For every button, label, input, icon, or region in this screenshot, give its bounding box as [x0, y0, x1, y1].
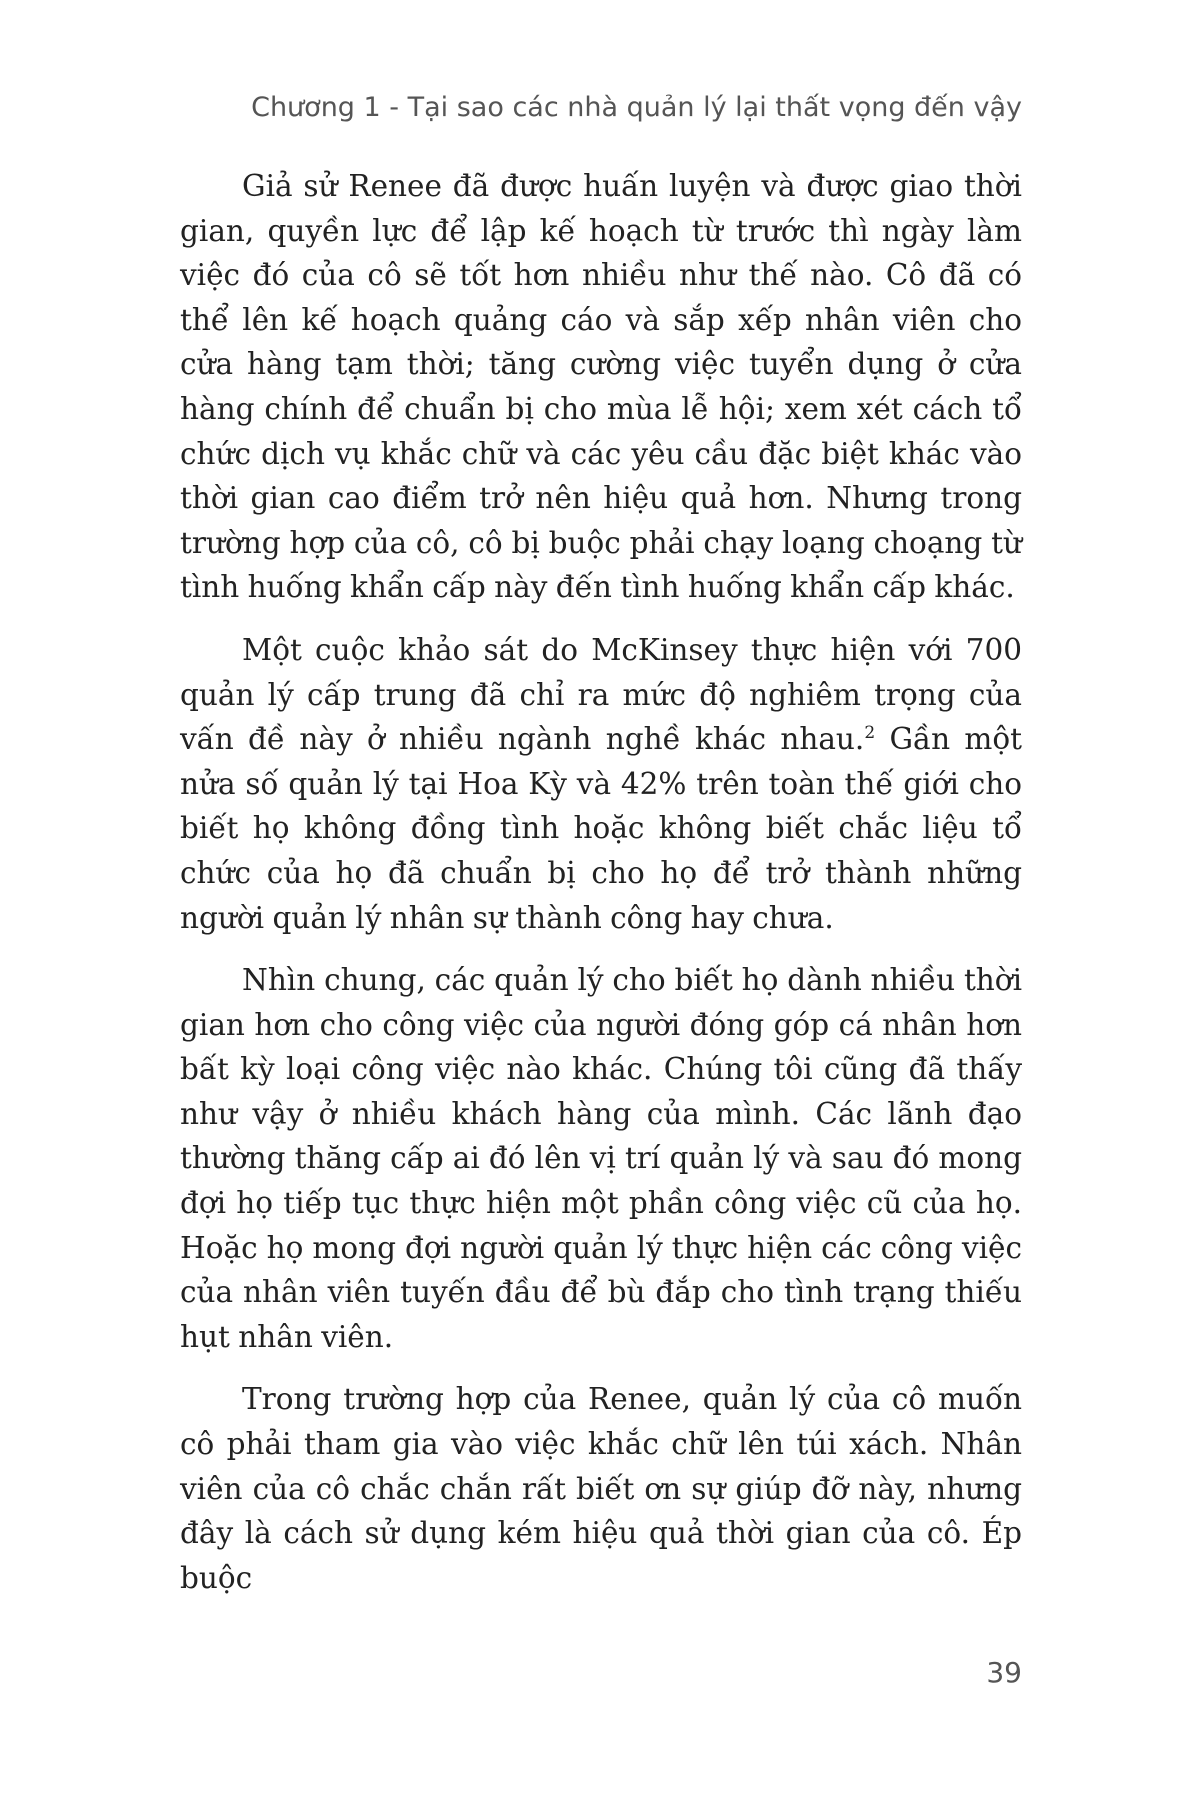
footnote-reference: 2 — [864, 723, 876, 744]
paragraph-mckinsey-survey — [180, 628, 1022, 940]
paragraph-text-before-note: Một cuộc khảo sát do McKinsey thực hiện với 700 quản lý cấp trung đã chỉ ra mức độ nghiêm trọng của vấn đề này ở nhiều ngành nghề khác nhau. — [180, 632, 1022, 757]
body-text — [180, 164, 1022, 1618]
paragraph-renee-planning: Giả sử Renee đã được huấn luyện và được giao thời gian, quyền lực để lập kế hoạch từ trước thì ngày làm việc đó của cô sẽ tốt hơn nhiều như thế nào. Cô đã có thể lên kế hoạch quảng cáo và sắp xếp nhân viên cho cửa hàng tạm thời; tăng cường việc tuyển dụng ở cửa hàng chính để chuẩn bị cho mùa lễ hội; xem xét cách tổ chức dịch vụ khắc chữ và các yêu cầu đặc biệt khác vào thời gian cao điểm trở nên hiệu quả hơn. Nhưng trong trường hợp của cô, cô bị buộc phải chạy loạng choạng từ tình huống khẩn cấp này đến tình huống khẩn cấp khác. — [180, 169, 1022, 605]
page-number: 39 — [986, 1656, 1022, 1689]
chapter-running-header: Chương 1 - Tại sao các nhà quản lý lại thất vọng đến vậy — [251, 92, 1022, 123]
paragraph-renee-engraving: Trong trường hợp của Renee, quản lý của cô muốn cô phải tham gia vào việc khắc chữ lên túi xách. Nhân viên của cô chắc chắn rất biết ơn sự giúp đỡ này, nhưng đây là cách sử dụng kém hiệu quả thời gian của cô. Ép buộc — [180, 1382, 1022, 1595]
paragraph-individual-contributor-work: Nhìn chung, các quản lý cho biết họ dành nhiều thời gian hơn cho công việc của người đóng góp cá nhân hơn bất kỳ loại công việc nào khác. Chúng tôi cũng đã thấy như vậy ở nhiều khách hàng của mình. Các lãnh đạo thường thăng cấp ai đó lên vị trí quản lý và sau đó mong đợi họ tiếp tục thực hiện một phần công việc cũ của họ. Hoặc họ mong đợi người quản lý thực hiện các công việc của nhân viên tuyến đầu để bù đắp cho tình trạng thiếu hụt nhân viên. — [180, 963, 1022, 1354]
paragraph-text-after-note: Gần một nửa số quản lý tại Hoa Kỳ và 42% trên toàn thế giới cho biết họ không đồng tình hoặc không biết chắc liệu tổ chức của họ đã chuẩn bị cho họ để trở thành những người quản lý nhân sự thành công hay chưa. — [180, 722, 1022, 935]
